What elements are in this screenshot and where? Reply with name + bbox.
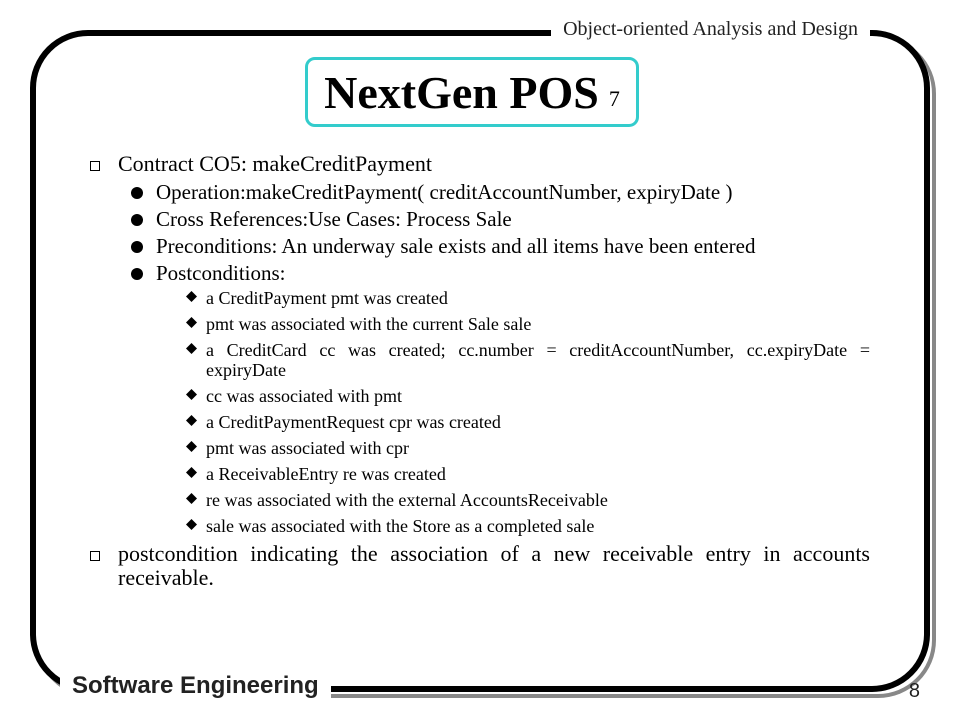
circle-bullet-icon xyxy=(130,240,144,254)
postcondition-item xyxy=(90,412,870,432)
cross-references-item xyxy=(90,207,870,231)
note-item xyxy=(90,542,870,590)
diamond-bullet-icon xyxy=(186,291,197,302)
title-box xyxy=(305,57,639,127)
diamond-bullet-icon xyxy=(186,317,197,328)
postcondition-text: a ReceivableEntry re was created xyxy=(206,464,446,484)
title-number: 7 xyxy=(608,86,620,111)
course-header: Object-oriented Analysis and Design xyxy=(551,18,870,41)
postcondition-text: a CreditPayment pmt was created xyxy=(206,288,448,308)
postcondition-text: sale was associated with the Store as a completed sale xyxy=(206,516,595,536)
page-number: 8 xyxy=(908,680,920,702)
postconditions-item xyxy=(90,261,870,285)
postcondition-text: a CreditPaymentRequest cpr was created xyxy=(206,412,501,432)
postcondition-text: a CreditCard cc was created; cc.number = creditAccountNumber, cc.expiryDate = expiryDate xyxy=(206,340,870,380)
postcondition-text: re was associated with the external AccountsReceivable xyxy=(206,490,608,510)
page-title: NextGen POS xyxy=(324,66,599,118)
course-footer: Software Engineering xyxy=(60,672,331,700)
circle-bullet-icon xyxy=(130,267,144,281)
postconditions-label: Postconditions: xyxy=(156,261,286,285)
postcondition-item xyxy=(90,490,870,510)
contract-text: Contract CO5: makeCreditPayment xyxy=(118,151,433,176)
operation-text: Operation:makeCreditPayment( creditAccountNumber, expiryDate ) xyxy=(156,180,733,204)
contract-item xyxy=(90,152,870,176)
diamond-bullet-icon xyxy=(186,441,197,452)
postcondition-item xyxy=(90,386,870,406)
preconditions-item xyxy=(90,234,870,258)
diamond-bullet-icon xyxy=(186,519,197,530)
square-bullet-icon xyxy=(90,161,100,171)
circle-bullet-icon xyxy=(130,213,144,227)
diamond-bullet-icon xyxy=(186,415,197,426)
postcondition-text: cc was associated with pmt xyxy=(206,386,402,406)
circle-bullet-icon xyxy=(130,186,144,200)
diamond-bullet-icon xyxy=(186,389,197,400)
slide-content xyxy=(90,152,870,594)
diamond-bullet-icon xyxy=(186,467,197,478)
postcondition-item xyxy=(90,288,870,308)
postcondition-item xyxy=(90,464,870,484)
preconditions-text: Preconditions: An underway sale exists and all items have been entered xyxy=(156,234,756,258)
postcondition-item xyxy=(90,516,870,536)
note-text: postcondition indicating the association of a new receivable entry in accounts receivable. xyxy=(118,541,870,590)
operation-item xyxy=(90,180,870,204)
postcondition-item xyxy=(90,438,870,458)
diamond-bullet-icon xyxy=(186,343,197,354)
cross-references-text: Cross References:Use Cases: Process Sale xyxy=(156,207,512,231)
postcondition-text: pmt was associated with the current Sale sale xyxy=(206,314,532,334)
diamond-bullet-icon xyxy=(186,493,197,504)
postcondition-item xyxy=(90,340,870,380)
postcondition-text: pmt was associated with cpr xyxy=(206,438,409,458)
postcondition-item xyxy=(90,314,870,334)
square-bullet-icon xyxy=(90,551,100,561)
